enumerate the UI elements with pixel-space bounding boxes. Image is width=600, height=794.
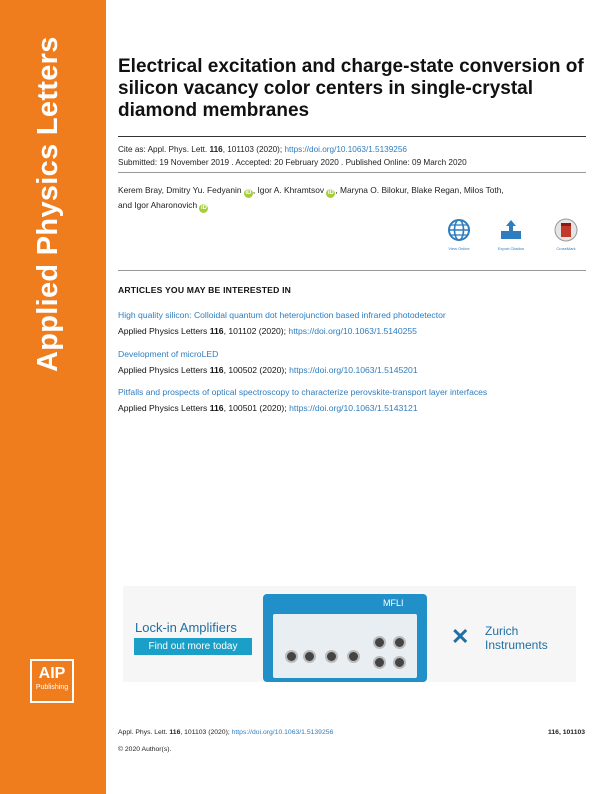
device-panel: [273, 614, 417, 678]
authors-part1: Kerem Bray, Dmitry Yu. Fedyanin: [118, 185, 244, 195]
rel-doi-link[interactable]: https://doi.org/10.1063/1.5145201: [289, 365, 418, 375]
journal-sidebar: [0, 0, 106, 794]
footer-citation: [118, 729, 333, 736]
orcid-icon[interactable]: iD: [245, 190, 252, 196]
cite-prefix: Cite as: Appl. Phys. Lett.: [118, 145, 210, 154]
orcid-icon[interactable]: iD: [327, 190, 334, 196]
journal-name: Applied Physics Letters: [32, 36, 64, 372]
title-rule: [118, 136, 586, 137]
copyright: © 2020 Author(s).: [118, 746, 172, 753]
rel-cite-rest: , 101102 (2020);: [223, 326, 289, 336]
device-connector: [373, 636, 386, 649]
footer-cite-prefix: Appl. Phys. Lett.: [118, 729, 170, 736]
aip-publishing-logo[interactable]: [30, 659, 74, 703]
rel-cite-rest: , 100501 (2020);: [223, 403, 290, 413]
footer-volume: 116: [169, 729, 181, 736]
authors-part2: , Igor A. Khramtsov: [252, 185, 327, 195]
citation-line: [118, 145, 407, 154]
related-article-citation: [118, 364, 578, 376]
rel-cite-volume: 116: [209, 403, 224, 413]
device-connector: [325, 650, 338, 663]
advertisement-banner[interactable]: [123, 586, 576, 682]
logo-line1: AIP: [38, 665, 66, 682]
cite-rest: , 101103 (2020);: [222, 145, 285, 154]
footer-page-ref: 116, 101103: [548, 729, 586, 736]
logo-line2: Publishing: [35, 684, 69, 691]
ad-brand-line2: Instruments: [485, 638, 548, 652]
rel-cite-volume: 116: [209, 365, 224, 375]
rel-cite-rest: , 100502 (2020);: [223, 365, 290, 375]
rel-cite-prefix: Applied Physics Letters: [118, 326, 210, 336]
meta-rule: [118, 172, 586, 173]
related-article: [118, 386, 578, 414]
crossmark-label: CrossMark: [556, 246, 576, 251]
view-online-label: View Online: [448, 246, 470, 251]
device-connector: [393, 656, 406, 669]
crossmark-icon: [554, 218, 578, 242]
authors-part3: , Maryna O. Bilokur, Blake Regan, Milos Toth,: [335, 185, 504, 195]
export-citation-label: Export Citation: [497, 246, 525, 251]
zurich-instruments-logo-icon: ✕: [451, 624, 470, 649]
device-label: MFLI: [383, 598, 404, 608]
device-connector: [347, 650, 360, 663]
device-connector: [285, 650, 298, 663]
ad-cta-button[interactable]: Find out more today: [134, 638, 252, 655]
ad-headline: Lock-in Amplifiers: [135, 620, 237, 635]
ad-brand: [485, 624, 548, 652]
author-list: [118, 183, 578, 213]
related-article-citation: [118, 402, 578, 414]
rel-doi-link[interactable]: https://doi.org/10.1063/1.5143121: [289, 403, 418, 413]
cite-volume: 116: [209, 145, 223, 154]
device-connector: [373, 656, 386, 669]
export-icon: [499, 218, 523, 242]
doi-link[interactable]: https://doi.org/10.1063/1.5139256: [284, 145, 407, 154]
lockin-device-image: [263, 594, 427, 682]
ad-brand-line1: Zurich: [485, 624, 519, 638]
authors-part4: and Igor Aharonovich: [118, 200, 200, 210]
orcid-icon[interactable]: iD: [200, 205, 207, 211]
related-article-citation: [118, 325, 578, 337]
related-heading: ARTICLES YOU MAY BE INTERESTED IN: [118, 285, 292, 295]
export-citation-button[interactable]: [491, 218, 531, 251]
device-connector: [303, 650, 316, 663]
related-article-title[interactable]: Development of microLED: [118, 349, 219, 359]
dates-line: Submitted: 19 November 2019 . Accepted: 20 February 2020 . Published Online: 09 March 2020: [118, 158, 467, 167]
footer-doi-link[interactable]: https://doi.org/10.1063/1.5139256: [231, 729, 334, 736]
related-article: [118, 348, 578, 376]
related-article: [118, 309, 578, 337]
related-article-title[interactable]: Pitfalls and prospects of optical spectroscopy to characterize perovskite-transport layer interfaces: [118, 387, 488, 397]
globe-icon: [447, 218, 471, 242]
rel-cite-volume: 116: [209, 326, 224, 336]
rel-doi-link[interactable]: https://doi.org/10.1063/1.5140255: [288, 326, 417, 336]
device-connector: [393, 636, 406, 649]
crossmark-button[interactable]: [546, 218, 586, 251]
rel-cite-prefix: Applied Physics Letters: [118, 365, 210, 375]
article-title: Electrical excitation and charge-state conversion of silicon vacancy color centers in single-crystal diamond membranes: [118, 56, 584, 121]
related-article-title[interactable]: High quality silicon: Colloidal quantum dot heterojunction based infrared photodetector: [118, 310, 446, 320]
footer-cite-rest: , 101103 (2020);: [180, 729, 232, 736]
rel-cite-prefix: Applied Physics Letters: [118, 403, 210, 413]
section-rule: [118, 270, 586, 271]
view-online-button[interactable]: [439, 218, 479, 251]
